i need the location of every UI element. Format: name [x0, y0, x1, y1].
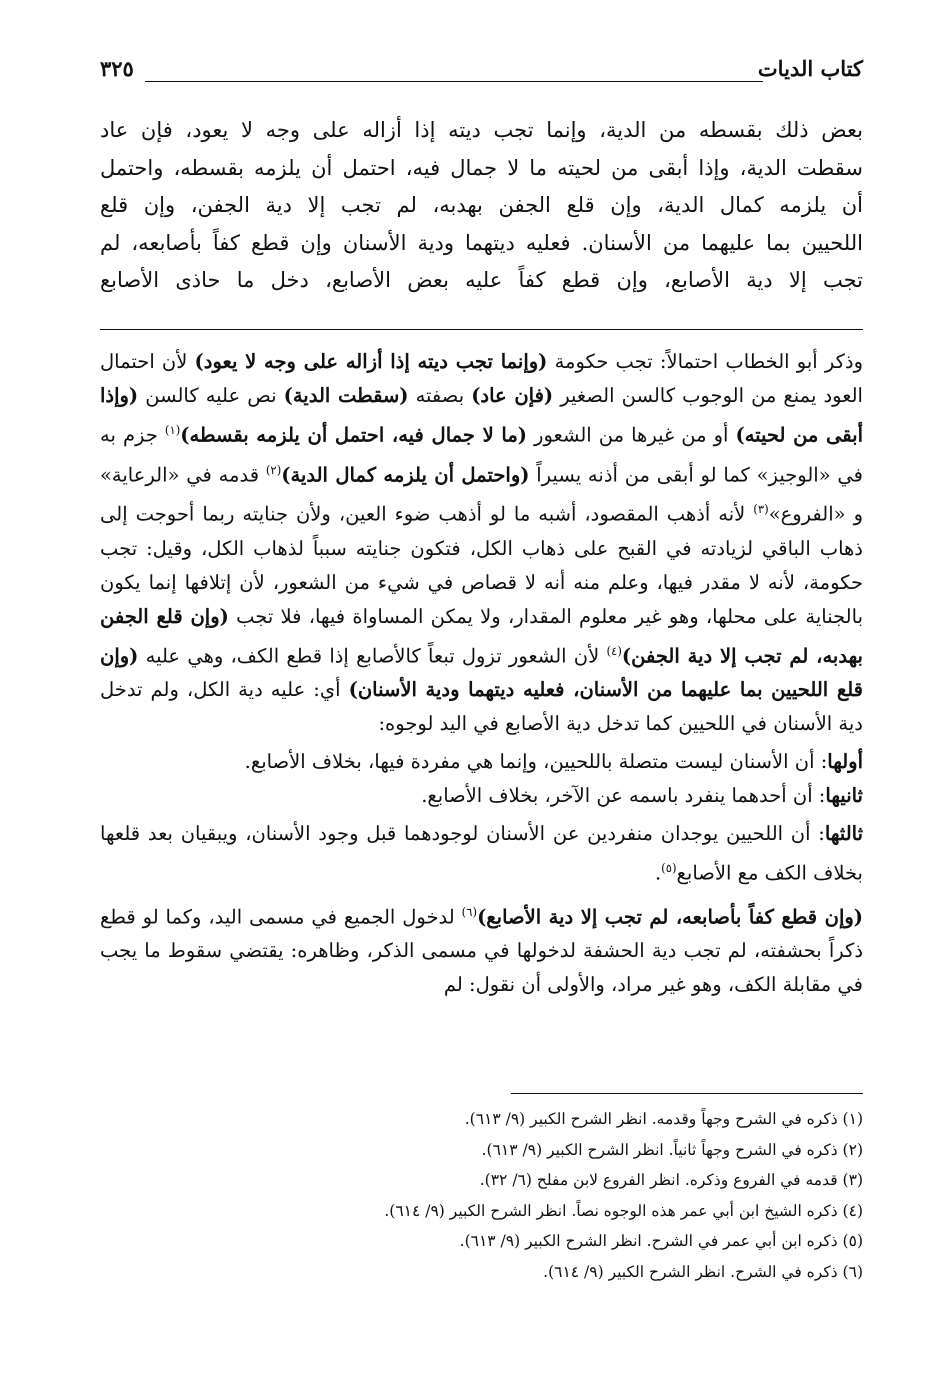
matn-separator: [100, 329, 863, 330]
point-label: ثانيها: [825, 784, 863, 807]
quoted-matn: (واحتمل أن يلزمه كمال الدية): [281, 463, 530, 486]
footnote: (٣) قدمه في الفروع وذكره. انظر الفروع لابن مفلح (٦/ ٣٢).: [479, 1171, 863, 1189]
text-run: لأن احتمال العود يمنع من الوجوب كالسن الصغير: [100, 350, 863, 407]
point-first: [100, 745, 863, 779]
header-rule: [145, 81, 763, 82]
text-run: أو من غيرها من الشعور: [527, 423, 736, 447]
page-number: ٣٢٥: [100, 56, 134, 81]
point-text: : أن اللحيين يوجدان منفردين عن الأسنان لوجودهما قبل وجود الأسنان، ويبقيان بعد قلعها بخلاف الكف مع الأصابع: [100, 822, 863, 885]
quoted-matn: (وإن قطع كفاً بأصابعه، لم تجب إلا دية الأصابع): [477, 905, 864, 928]
text-run: .: [654, 861, 662, 885]
quoted-matn: (وإن قلع اللحيين بما عليهما من الأسنان، فعليه ديتهما ودية الأسنان): [100, 644, 863, 701]
matn-line: اللحيين بما عليهما من الأسنان. فعليه ديتهما ودية الأسنان وإن قطع كفاً بأصابعه، لم: [100, 230, 863, 255]
quoted-matn: (وإنما تجب ديته إذا أزاله على وجه لا يعود): [194, 350, 548, 373]
book-title: كتاب الديات: [757, 56, 863, 81]
footnote: (١) ذكره في الشرح وجهاً وقدمه. انظر الشرح الكبير (٩/ ٦١٣).: [464, 1110, 863, 1128]
footnote-ref[interactable]: (٤): [606, 643, 622, 658]
point-text: : أن الأسنان ليست متصلة باللحيين، وإنما هي مفردة فيها، بخلاف الأصابع.: [244, 750, 828, 773]
point-label: أولها: [827, 750, 863, 773]
matn-line: بعض ذلك بقسطه من الدية، وإنما تجب ديته إذا أزاله على وجه لا يعود، فإن عاد: [100, 118, 863, 142]
point-text: : أن أحدهما ينفرد باسمه عن الآخر، بخلاف الأصابع.: [421, 784, 826, 807]
text-run: لدخول الجميع في مسمى اليد، وكما لو قطع ذكراً بحشفته، لم تجب دية الحشفة لدخولها في مسمى الذكر، وظاهره: يقتضي سقوط ما يجب في مقابلة الكف، وهو غير مراد، والأولى أن نقول: لم: [100, 905, 863, 996]
footnote: (٤) ذكره الشيخ ابن أبي عمر هذه الوجوه نصاً. انظر الشرح الكبير (٩/ ٦١٤).: [384, 1201, 863, 1220]
quoted-matn: (وإذا أبقى من لحيته): [100, 384, 863, 447]
text-run: أي: عليه دية الكل، ولم تدخل دية الأسنان في اللحيين كما تدخل دية الأصابع في اليد لوجوه:: [100, 678, 863, 735]
matn-line: تجب إلا دية الأصابع، وإن قطع كفاً عليه بعض الأصابع، دخل ما حاذى الأصابع: [100, 268, 863, 292]
footnote: (٦) ذكره في الشرح. انظر الشرح الكبير (٩/ ٦١٤).: [543, 1262, 863, 1281]
text-run: قدمه في «الرعاية» و «الفروع»: [100, 463, 863, 526]
footnote-ref[interactable]: (٥): [661, 861, 677, 875]
footnote-ref[interactable]: (١): [164, 423, 181, 437]
quoted-matn: (سقطت الدية): [283, 384, 409, 407]
quoted-matn: (فإن عاد): [471, 384, 554, 407]
matn-text: [100, 112, 863, 300]
commentary: [100, 345, 863, 1002]
quoted-matn: (وإن قلع الجفن بهدبه، لم تجب إلا دية الجفن): [100, 604, 863, 667]
footnote-ref[interactable]: (٣): [753, 502, 769, 516]
commentary-paragraph: [100, 895, 863, 1003]
text-run: لأن الشعور تزول تبعاً كالأصابع إذا قطع الكف، وهي عليه: [138, 644, 607, 667]
matn-line: سقطت الدية، وإذا أبقى من لحيته ما لا جمال فيه، احتمل أن يلزمه بقسطه، واحتمل: [100, 155, 863, 180]
quoted-matn: (ما لا جمال فيه، احتمل أن يلزمه بقسطه): [180, 423, 527, 447]
running-header: [100, 56, 863, 90]
point-second: [100, 779, 863, 813]
commentary-paragraph: [100, 345, 863, 741]
footnote-ref[interactable]: (٢): [265, 462, 282, 477]
footnotes: [223, 1104, 863, 1287]
text-run: لأنه أذهب المقصود، أشبه ما لو أذهب ضوء العين، ولأن جنايته ربما أحوجت إلى ذهاب الباقي لزيادته في القبح على ذهاب الكل، فتكون جنايته سبباً لذهاب الكل، وقيل: تجب حكومة، لأنه لا مقدر فيها، وعلم منه أنه لا قصاص في شيء من الشعور، لأن إتلافها إنما يكون بالجناية على محلها، وهو غير معلوم المقدار، ولا يمكن المساواة فيها، فلا تجب: [100, 502, 863, 628]
text-run: وذكر أبو الخطاب احتمالاً: تجب حكومة: [547, 350, 864, 373]
matn-line: أن يلزمه كمال الدية، وإن قلع الجفن بهدبه، لم تجب إلا دية الجفن، وإن قلع: [100, 193, 863, 217]
footnote: (٢) ذكره في الشرح وجهاً ثانياً. انظر الشرح الكبير (٩/ ٦١٣).: [481, 1140, 863, 1159]
point-third: [100, 817, 863, 891]
point-label: ثالثها: [824, 822, 863, 845]
text-run: بصفته: [408, 384, 472, 407]
footnote: (٥) ذكره ابن أبي عمر في الشرح. انظر الشرح الكبير (٩/ ٦١٣).: [459, 1232, 863, 1250]
footnote-rule: [511, 1093, 863, 1094]
footnote-ref[interactable]: (٦): [461, 904, 478, 919]
text-run: نص عليه كالسن: [138, 384, 284, 407]
text-run: جزم به في «الوجيز» كما لو أبقى من أذنه يسيراً: [100, 423, 863, 486]
